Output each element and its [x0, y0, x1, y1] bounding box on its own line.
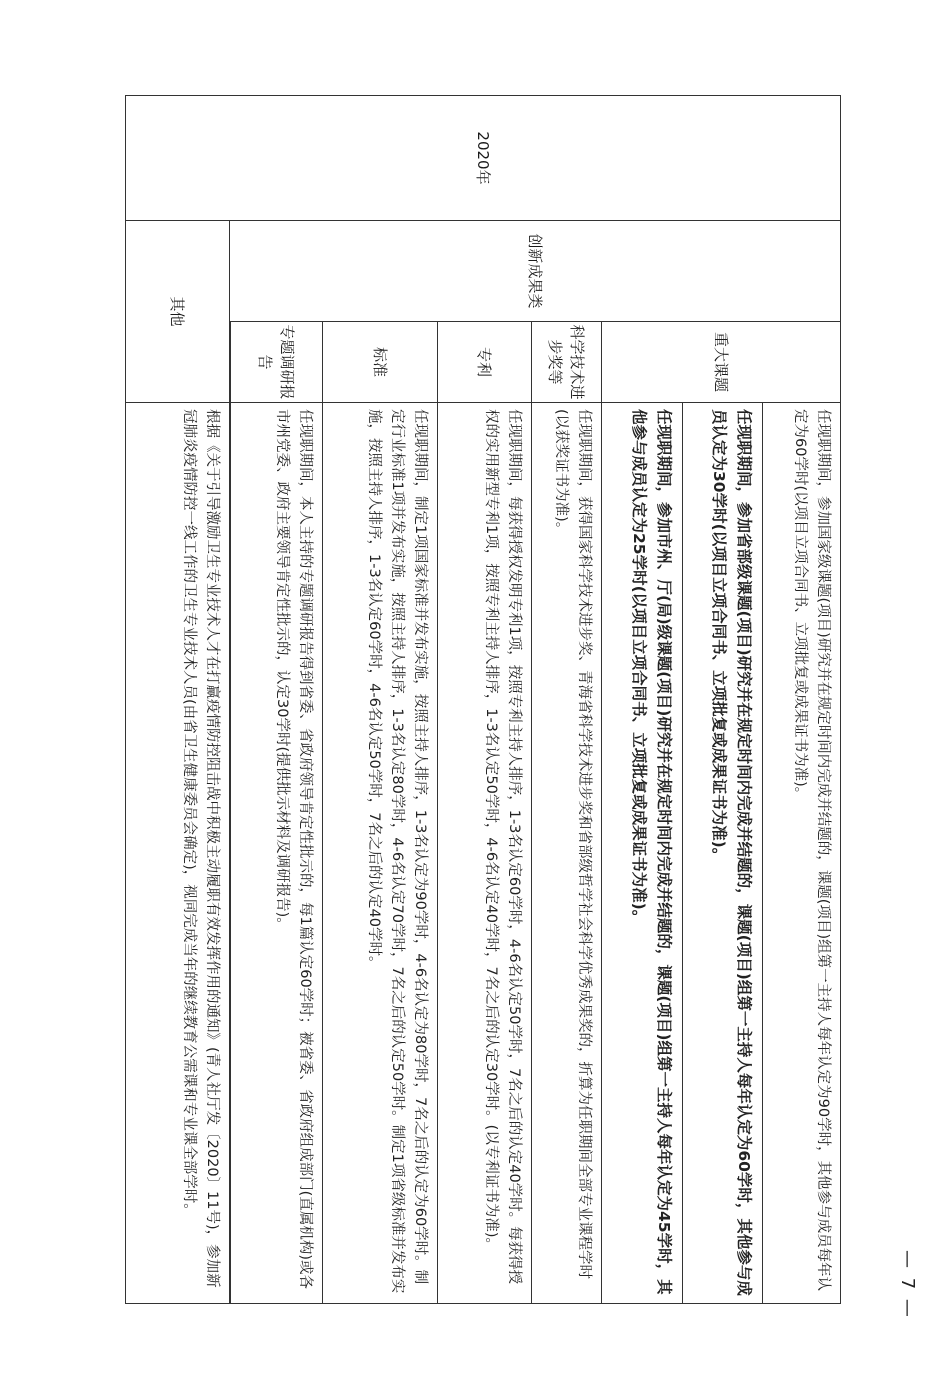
- other-label-cell: 其他: [126, 221, 230, 403]
- content-text: 任现职期间，每获得授权发明专利1项，按照专利主持人排序，1-3名认定60学时，4-6名认定50学时，7名之后的认定40学时。每获得授权的实用新型专利1项，按照专利主持人排序，1-3名认定50学时，4-6名认定40学时，7名之后的认定30学时。(以专利证书为准)。: [483, 409, 522, 1285]
- content-cell-patent: [438, 403, 532, 1304]
- content-text: 任现职期间，获得国家科学技术进步奖、青海省科学技术进步奖和省部级哲学社会科学优秀成果奖的，折算为任职期间全部专业课程学时(以获奖证书为准)。: [553, 409, 592, 1279]
- content-cell-national-project: [763, 403, 841, 1304]
- year-cell: 2020年: [126, 96, 841, 221]
- spacer-cell: [230, 322, 231, 1304]
- content-cell-research-report: [231, 403, 323, 1304]
- content-cell-science-award: [532, 403, 602, 1304]
- content-cell-provincial-project: [683, 403, 763, 1304]
- content-cell-municipal-project: [602, 403, 683, 1304]
- subcategory-cell-patent: 专利: [438, 322, 532, 403]
- subcategory-cell-standard: 标准: [323, 322, 438, 403]
- content-text: 任现职期间，制定1项国家标准并发布实施，按照主持人排序，1-3名认定为90学时，4-6名认定为80学时，7名之后的认定为60学时。制定行业标准1项并发布实施，按照主持人排序，1-3名认定80学时，4-6名认定70学时，7名之后的认定50学时。制定1项省级标准并发布实施，按照主持人排序，1-3名认定60学时，4-6名认定50学时，7名之后的认定40学时。: [366, 409, 428, 1294]
- table-row: [126, 96, 230, 1304]
- table-row: [763, 96, 841, 1304]
- subcategory-cell-science-award: 科学技术进步奖等: [532, 322, 602, 403]
- content-text: 任现职期间，参加省部级课题(项目)研究并在规定时间内完成并结题的，课题(项目)组第一主持人每年认定为60学时，其他参与成员认定为30学时(以项目立项合同书、立项批复或成果证书为准)。: [710, 409, 753, 1296]
- content-text: 任现职期间，本人主持的专题调研报告得到省委、省政府领导肯定性批示的，每1篇认定60学时；被省委、省政府组成部门(直属机构)或各市州党委、政府主要领导肯定性批示的，认定30学时(提供批示材料及调研报告)。: [274, 409, 313, 1289]
- content-text: 根据《关于引导激励卫生专业技术人才在打赢疫情防控阻击战中积极主动履职有效发挥作用的通知》(青人社厅发〔2020〕11号)，参加新冠肺炎疫情防控一线工作的卫生专业技术人员(由省卫生健康委员会确定)，视同完成当年的继续教育公需课和专业课全部学时。: [181, 409, 220, 1288]
- content-text: 任现职期间，参加国家级课题(项目)研究并在规定时间内完成并结题的，课题(项目)组第一主持人每年认定为90学时，其他参与成员每年认定为60学时(以项目立项合同书、立项批复或成果证书为准)。: [792, 409, 831, 1292]
- content-cell-other: [126, 403, 230, 1304]
- credit-hours-table: [125, 95, 841, 1304]
- page-number: — 7 —: [897, 1250, 918, 1319]
- subcategory-cell-research-report: 专题调研报告: [231, 322, 323, 403]
- content-text: 任现职期间，参加市州、厅(局)级课题(项目)研究并在规定时间内完成并结题的，课题(项目)组第一主持人每年认定为45学时，其他参与成员认定为25学时(以项目立项合同书、立项批复或成果证书为准)。: [630, 409, 673, 1295]
- content-cell-standard: [323, 403, 438, 1304]
- subcategory-cell-major-project: 重大课题: [602, 322, 841, 403]
- category-cell: 创新成果类: [230, 221, 841, 322]
